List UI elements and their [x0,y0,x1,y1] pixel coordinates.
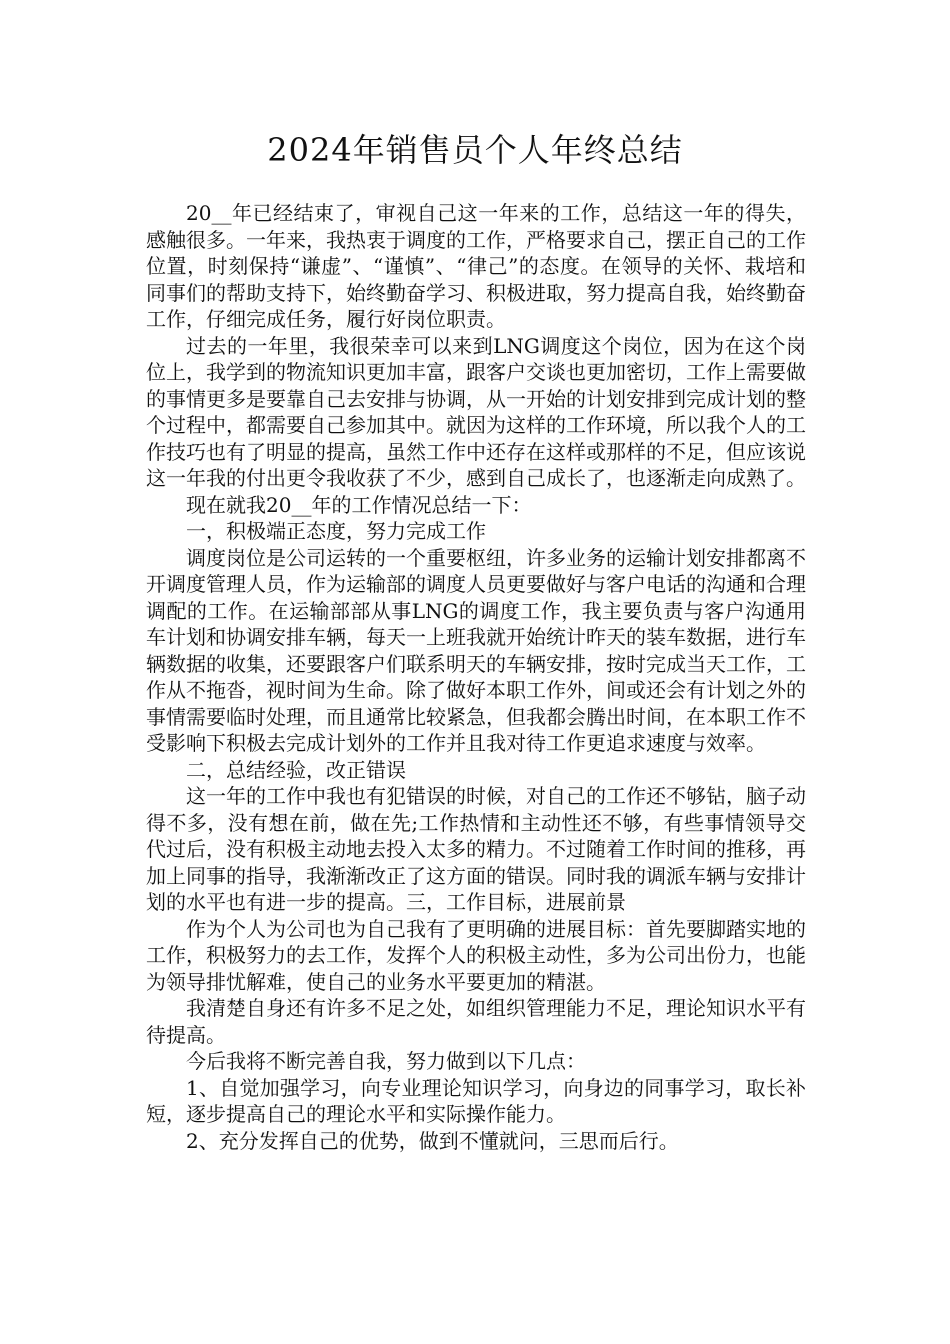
paragraph-intro: 20__年已经结束了，审视自己这一年来的工作，总结这一年的得失，感触很多。一年来，我热衷于调度的工作，严格要求自己，摆正自己的工作位置，时刻保持“谦虚”、“谨慎”、“律己”的态度。在领导的关怀、栽培和同事们的帮助支持下，始终勤奋学习、积极进取，努力提高自我，始终勤奋工作，仔细完成任务，履行好岗位职责。 [146,201,806,331]
paragraph-shortcomings: 我清楚自身还有许多不足之处，如组织管理能力不足，理论知识水平有待提高。 [146,996,806,1047]
paragraph-summary-lead: 现在就我20__年的工作情况总结一下： [186,492,532,517]
list-item-2: 2、充分发挥自己的优势，做到不懂就问，三思而后行。 [186,1128,679,1153]
section-heading-attitude: 一，积极端正态度，努力完成工作 [186,519,486,543]
paragraph-past-year: 过去的一年里，我很荣幸可以来到LNG调度这个岗位，因为在这个岗位上，我学到的物流知识更加丰富，跟客户交谈也更加密切，工作上需要做的事情更多是要靠自己去安排与协调，从一开始的计划安排到完成计划的整个过程中，都需要自己参加其中。就因为这样的工作环境，所以我个人的工作技巧也有了明显的提高，虽然工作中还存在这样或那样的不足，但应该说这一年我的付出更令我收获了不少，感到自己成长了，也逐渐走向成熟了。 [146,333,806,490]
list-item-1: 1、自觉加强学习，向专业理论知识学习，向身边的同事学习，取长补短，逐步提高自己的理论水平和实际操作能力。 [146,1075,806,1126]
paragraph-goals: 作为个人为公司也为自己我有了更明确的进展目标：首先要脚踏实地的工作，积极努力的去工作，发挥个人的积极主动性，多为公司出份力，也能为领导排忧解难，使自己的业务水平要更加的精湛。 [146,916,806,994]
document-body [146,200,806,1154]
paragraph-mistakes: 这一年的工作中我也有犯错误的时候，对自己的工作还不够钻，脑子动得不多，没有想在前，做在先;工作热情和主动性还不够，有些事情领导交代过后，没有积极主动地去投入太多的精力。不过随着工作时间的推移，再加上同事的指导，我渐渐改正了这方面的错误。同时我的调派车辆与安排计划的水平也有进一步的提高。三，工作目标，进展前景 [146,784,806,914]
paragraph-dispatch-role: 调度岗位是公司运转的一个重要枢纽，许多业务的运输计划安排都离不开调度管理人员，作为运输部的调度人员更要做好与客户电话的沟通和合理调配的工作。在运输部部从事LNG的调度工作，我主要负责与客户沟通用车计划和协调安排车辆，每天一上班我就开始统计昨天的装车数据，进行车辆数据的收集，还要跟客户们联系明天的车辆安排，按时完成当天工作，工作从不拖沓，视时间为生命。除了做好本职工作外，间或还会有计划之外的事情需要临时处理，而且通常比较紧急，但我都会腾出时间，在本职工作不受影响下积极去完成计划外的工作并且我对待工作更追求速度与效率。 [146,545,806,755]
section-heading-experience: 二，总结经验，改正错误 [186,757,406,782]
document-title: 2024年销售员个人年终总结 [267,131,683,169]
paragraph-plan-lead: 今后我将不断完善自我，努力做到以下几点： [186,1049,586,1073]
